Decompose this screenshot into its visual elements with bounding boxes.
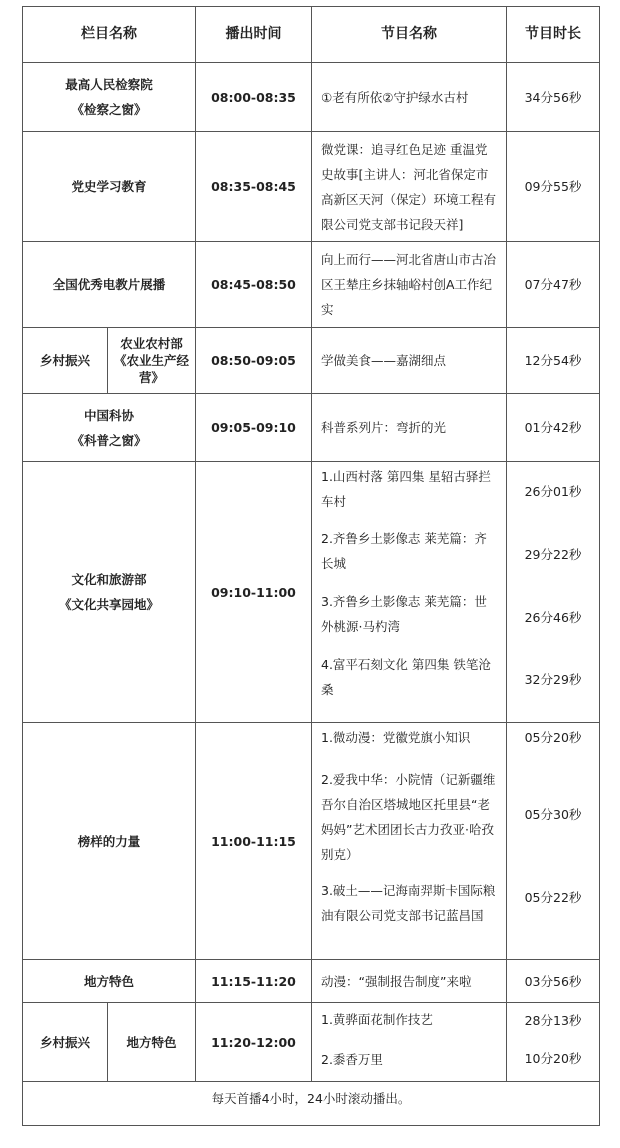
row7-program-item: 3.破土——记海南羿斯卡国际粮油有限公司党支部书记蓝昌国 bbox=[321, 883, 496, 923]
row8-column: 地方特色 bbox=[23, 960, 196, 1003]
row9-time: 11:20-12:00 bbox=[196, 1003, 312, 1082]
header-air-time: 播出时间 bbox=[196, 7, 312, 63]
row5-duration: 01分42秒 bbox=[507, 394, 600, 462]
row6-duration-item: 32分29秒 bbox=[524, 672, 582, 687]
row5-column: 中国科协 《科普之窗》 bbox=[23, 394, 196, 462]
row1-program: ①老有所依②守护绿水古村 bbox=[312, 63, 507, 132]
row7-duration-item: 05分20秒 bbox=[524, 730, 582, 745]
row3-time: 08:45-08:50 bbox=[196, 242, 312, 328]
row7-time: 11:00-11:15 bbox=[196, 723, 312, 960]
row6-duration-item: 26分01秒 bbox=[524, 484, 582, 499]
row6-program-item: 4.富平石刻文化 第四集 铁笔沧桑 bbox=[321, 657, 491, 697]
row6-column: 文化和旅游部 《文化共享园地》 bbox=[23, 462, 196, 723]
table-footer-note: 每天首播4小时，24小时滚动播出。 bbox=[23, 1082, 600, 1126]
header-program-name: 节目名称 bbox=[312, 7, 507, 63]
row6-program-item: 2.齐鲁乡土影像志 莱芜篇：齐长城 bbox=[321, 531, 487, 571]
row9-duration bbox=[507, 1003, 600, 1082]
row6-program-item: 3.齐鲁乡土影像志 莱芜篇：世外桃源·马杓湾 bbox=[321, 594, 487, 634]
row1-column: 最高人民检察院 《检察之窗》 bbox=[23, 63, 196, 132]
row4-column-main: 乡村振兴 bbox=[23, 328, 108, 394]
row7-program-item: 2.爱我中华：小院情（记新疆维吾尔自治区塔城地区托里县“老妈妈”艺术团团长古力孜亚·哈孜别克） bbox=[321, 772, 496, 862]
row2-column: 党史学习教育 bbox=[23, 132, 196, 242]
row8-duration: 03分56秒 bbox=[507, 960, 600, 1003]
row3-duration: 07分47秒 bbox=[507, 242, 600, 328]
row9-program bbox=[312, 1003, 507, 1082]
row2-time: 08:35-08:45 bbox=[196, 132, 312, 242]
row6-duration-item: 26分46秒 bbox=[524, 610, 582, 625]
row2-duration: 09分55秒 bbox=[507, 132, 600, 242]
row2-program: 微党课：追寻红色足迹 重温党史故事[主讲人：河北省保定市高新区天河（保定）环境工程有限公司党支部书记段天祥] bbox=[312, 132, 507, 242]
row9-column-main: 乡村振兴 bbox=[23, 1003, 108, 1082]
row4-program: 学做美食——嘉湖细点 bbox=[312, 328, 507, 394]
row5-program: 科普系列片：弯折的光 bbox=[312, 394, 507, 462]
header-duration: 节目时长 bbox=[507, 7, 600, 63]
row9-program-item: 1.黄骅面花制作技艺 bbox=[321, 1012, 433, 1027]
row7-duration-item: 05分30秒 bbox=[524, 807, 582, 822]
row4-duration: 12分54秒 bbox=[507, 328, 600, 394]
row1-duration: 34分56秒 bbox=[507, 63, 600, 132]
row9-column-sub: 地方特色 bbox=[108, 1003, 196, 1082]
row8-time: 11:15-11:20 bbox=[196, 960, 312, 1003]
schedule-table bbox=[22, 6, 600, 1126]
row7-duration-item: 05分22秒 bbox=[524, 890, 582, 905]
row4-time: 08:50-09:05 bbox=[196, 328, 312, 394]
row3-column: 全国优秀电教片展播 bbox=[23, 242, 196, 328]
row7-program-item: 1.微动漫：党徽党旗小知识 bbox=[321, 730, 471, 745]
row6-program bbox=[312, 462, 507, 723]
row9-duration-item: 10分20秒 bbox=[524, 1051, 582, 1066]
row8-program: 动漫：“强制报告制度”来啦 bbox=[312, 960, 507, 1003]
row7-program bbox=[312, 723, 507, 960]
row6-duration bbox=[507, 462, 600, 723]
header-column-name: 栏目名称 bbox=[23, 7, 196, 63]
row6-duration-item: 29分22秒 bbox=[524, 547, 582, 562]
row3-program: 向上而行——河北省唐山市古冶区王辇庄乡抹轴峪村创A工作纪实 bbox=[312, 242, 507, 328]
row6-program-item: 1.山西村落 第四集 星轺古驿拦车村 bbox=[321, 469, 491, 509]
row1-time: 08:00-08:35 bbox=[196, 63, 312, 132]
row7-duration bbox=[507, 723, 600, 960]
row6-time: 09:10-11:00 bbox=[196, 462, 312, 723]
row5-time: 09:05-09:10 bbox=[196, 394, 312, 462]
row9-duration-item: 28分13秒 bbox=[524, 1013, 582, 1028]
row7-column: 榜样的力量 bbox=[23, 723, 196, 960]
row9-program-item: 2.黍香万里 bbox=[321, 1052, 383, 1067]
row4-column-sub: 农业农村部《农业生产经营》 bbox=[108, 328, 196, 394]
